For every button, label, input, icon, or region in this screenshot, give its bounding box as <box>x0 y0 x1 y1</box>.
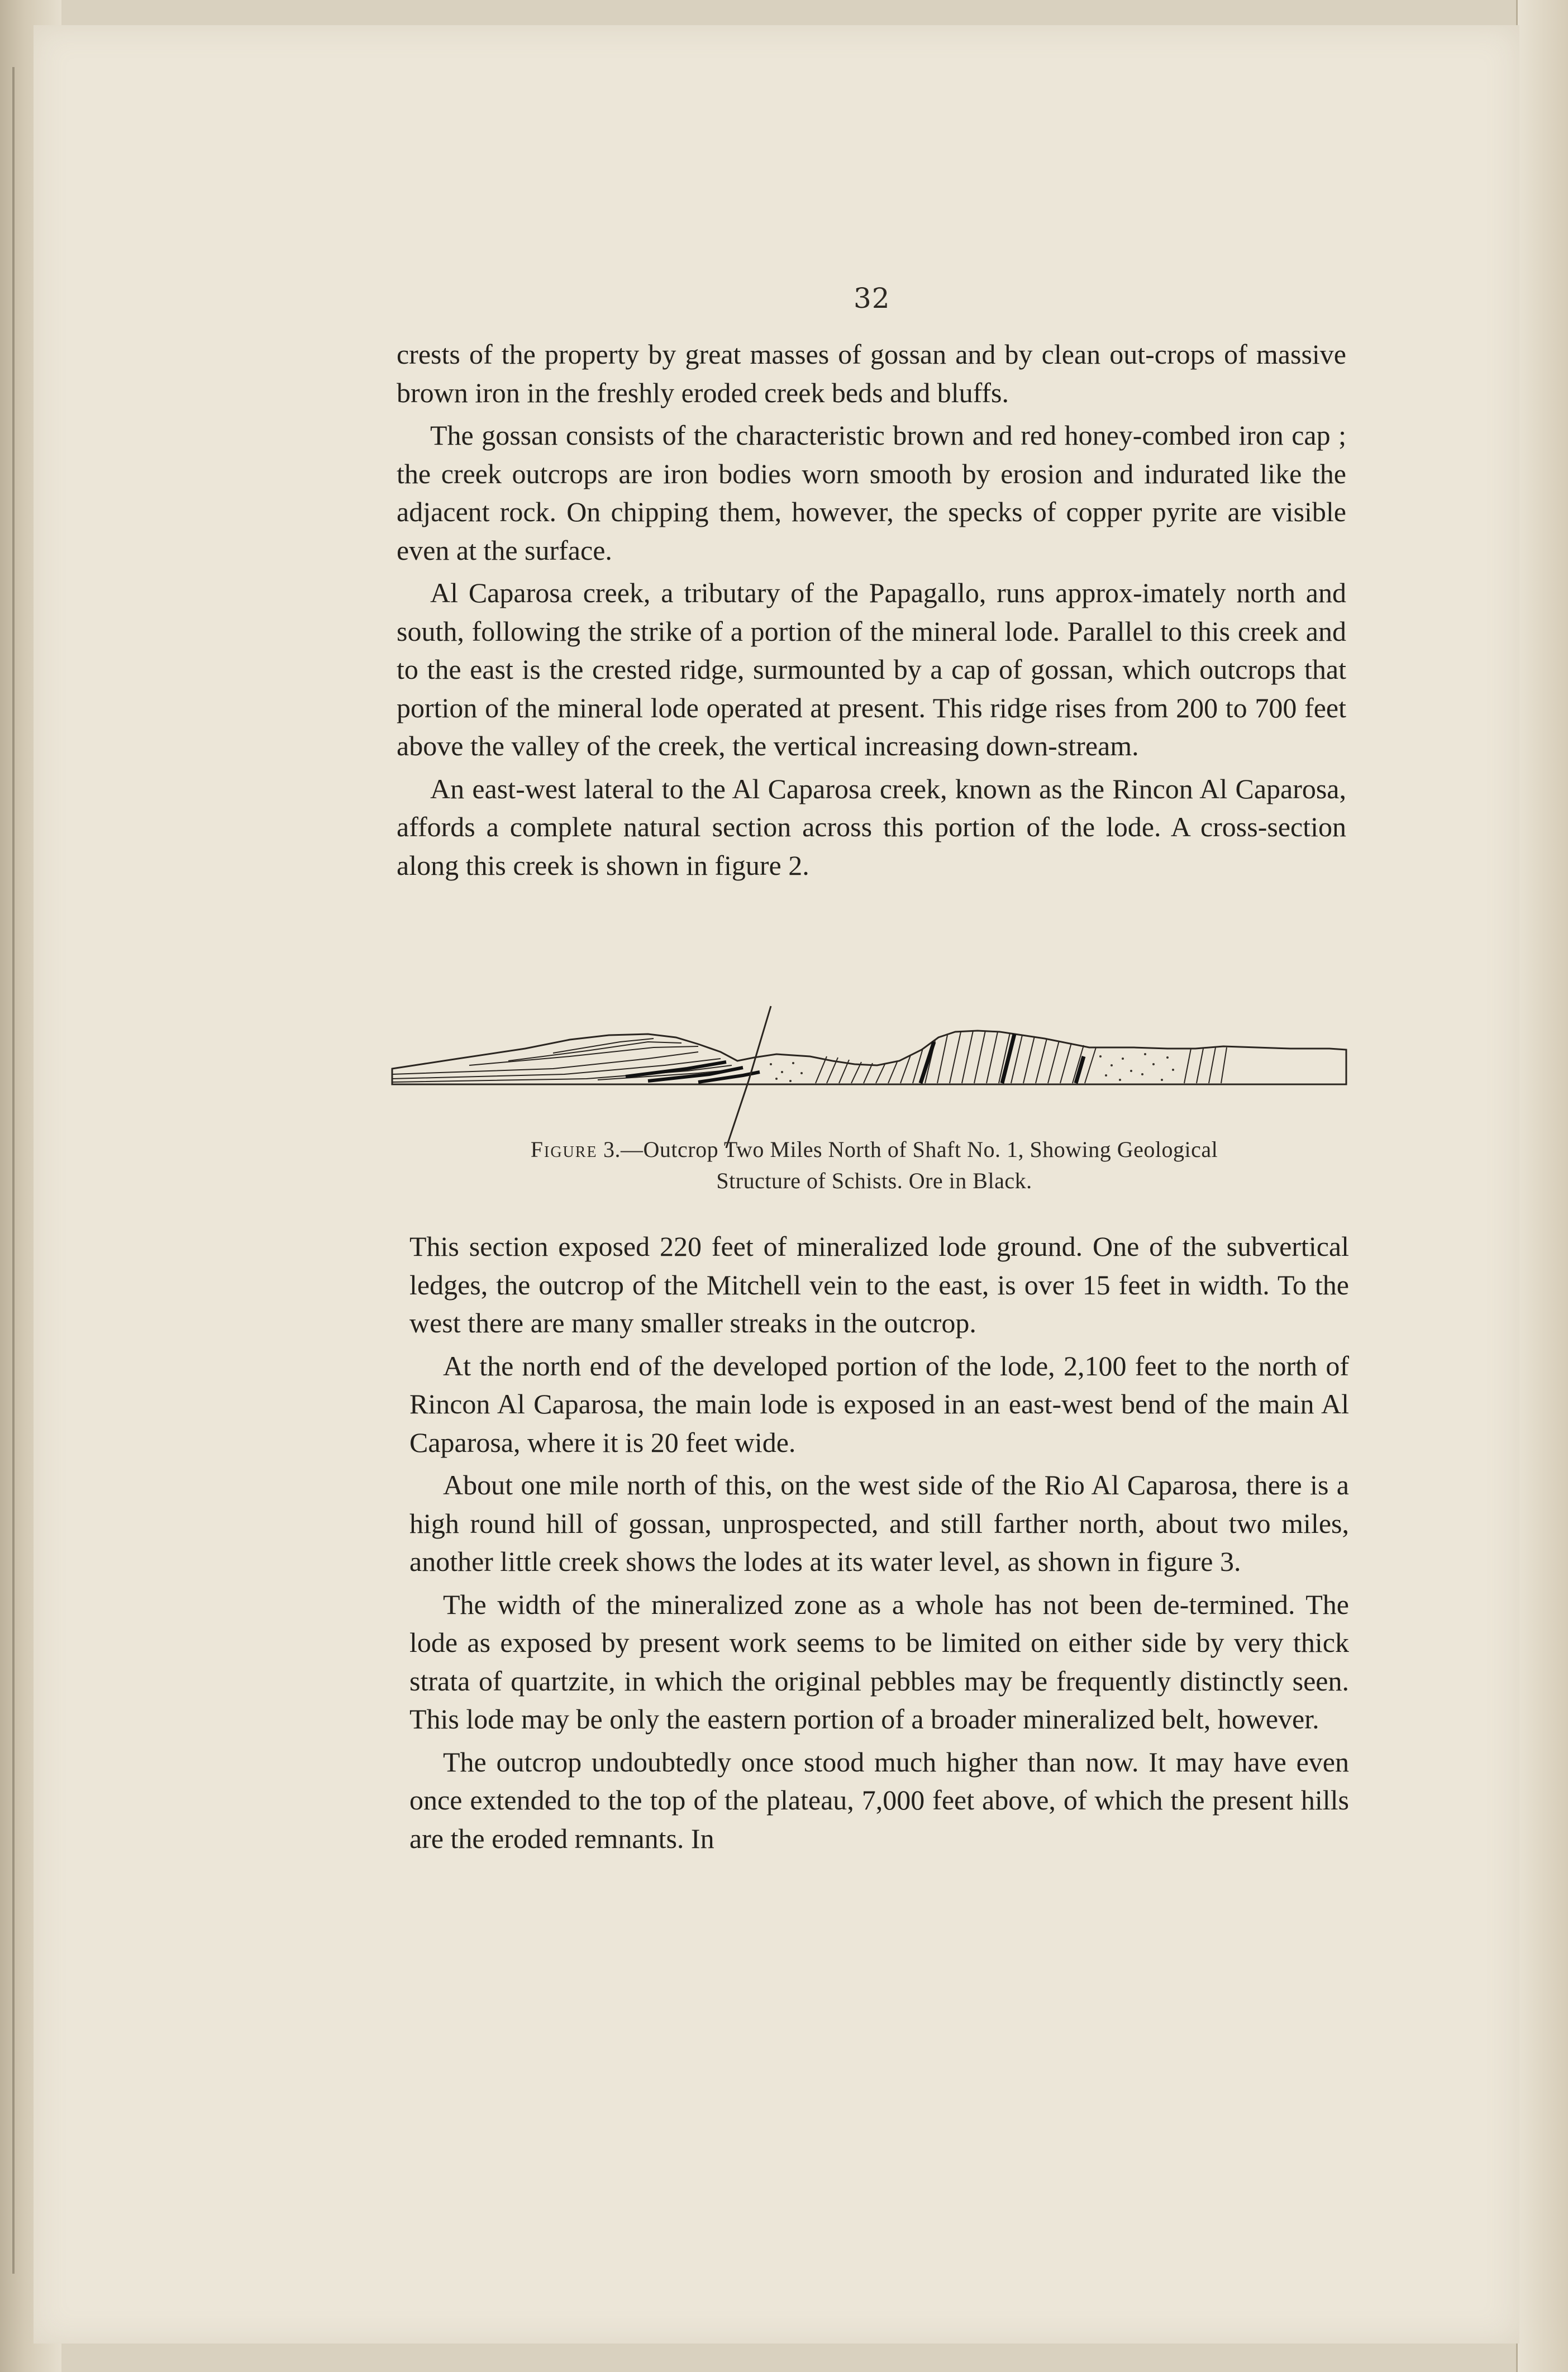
figure-label: Figure <box>530 1137 598 1162</box>
page-number: 32 <box>854 282 890 315</box>
dotted-quartzite-zone <box>770 1053 1174 1082</box>
cross-section-drawing <box>385 1003 1357 1148</box>
paragraph: An east-west lateral to the Al Caparosa creek, known as the Rincon Al Caparosa, affords a complete natural section across this portion of the lode. A cross-section along this creek is shown in figure 2. <box>397 773 1346 881</box>
paragraph: The outcrop undoubtedly once stood much higher than now. It may have even once extended to the top of the plateau, 7,000 feet above, of which the present hills are the eroded remnants. In <box>409 1746 1349 1854</box>
geological-cross-section-figure <box>385 1003 1357 1148</box>
paragraph: This section exposed 220 feet of mineralized lode ground. One of the subvertical ledges, the outcrop of the Mitchell vein to the east, is over 15 feet in width. To the west there are many smaller streaks in the outcrop. <box>409 1231 1349 1339</box>
paragraph: The width of the mineralized zone as a whole has not been de-termined. The lode as exposed by present work seems to be limited on either side by very thick strata of quartzite, in which the original pebbles may be frequently distinctly seen. This lode may be only the eastern portion of a broader mineralized belt, however. <box>409 1588 1349 1735</box>
paragraph: The gossan consists of the characteristic brown and red honey-combed iron cap ; the creek outcrops are iron bodies worn smooth by erosion and indurated like the adjacent rock. On chipping them, however, the specks of copper pyrite are visible even at the surface. <box>397 420 1346 566</box>
caption-line-1 <box>394 1134 1355 1165</box>
text-block-top <box>397 335 1346 884</box>
next-page-edge <box>1516 0 1568 2372</box>
paragraph: At the north end of the developed portion of the lode, 2,100 feet to the north of Rincon Al Caparosa, the main lode is exposed in an east-west bend of the main Al Caparosa, where it is 20 feet wide. <box>409 1350 1349 1458</box>
paragraph: About one mile north of this, on the west side of the Rio Al Caparosa, there is a high round hill of gossan, unprospected, and still farther north, about two miles, another little creek shows the lodes at its water level, as shown in figure 3. <box>409 1469 1349 1577</box>
caption-line-2: Structure of Schists. Ore in Black. <box>716 1168 1032 1193</box>
paragraph: Al Caparosa creek, a tributary of the Papagallo, runs approx-imately north and south, following the strike of a portion of the mineral lode. Parallel to this creek and to the east is the crested ridge, surmounted by a cap of gossan, which outcrops that portion of the mineral lode operated at present. This ridge rises from 200 to 700 feet above the valley of the creek, the vertical increasing down-stream. <box>397 577 1346 761</box>
binding-line <box>12 67 15 2274</box>
ore-streaks-west <box>626 1062 760 1082</box>
caption-text: 3.—Outcrop Two Miles North of Shaft No. 1, Showing Geological <box>603 1137 1218 1162</box>
figure-caption <box>394 1134 1355 1197</box>
subvertical-schist-hatching <box>816 1031 1227 1083</box>
paragraph: crests of the property by great masses of gossan and by clean out-crops of massive brown iron in the freshly eroded creek beds and bluffs. <box>397 339 1346 408</box>
text-block-bottom <box>409 1227 1349 1857</box>
